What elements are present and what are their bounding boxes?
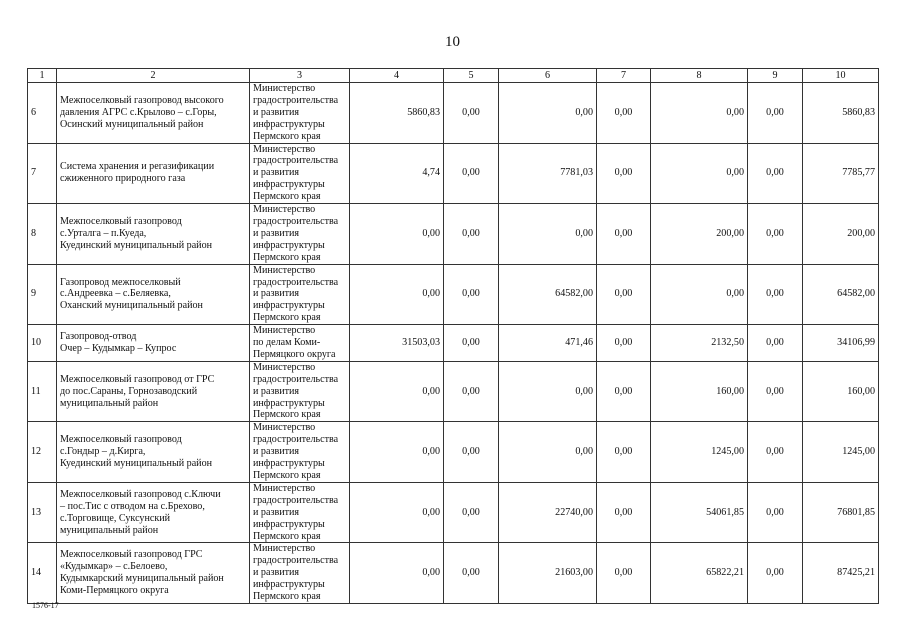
header-cell: 9: [748, 69, 803, 83]
value-col-8: 54061,85: [651, 482, 748, 543]
responsible-body: Министерство градостроительства и развития инфраструктуры Пермского края: [250, 482, 350, 543]
header-cell: 8: [651, 69, 748, 83]
header-cell: 6: [499, 69, 597, 83]
value-col-8: 1245,00: [651, 422, 748, 483]
value-col-7: 0,00: [597, 543, 651, 604]
responsible-body: Министерство по делам Коми- Пермяцкого округа: [250, 325, 350, 362]
object-name: Система хранения и регазификации сжиженного природного газа: [57, 143, 250, 204]
responsible-body: Министерство градостроительства и развития инфраструктуры Пермского края: [250, 204, 350, 265]
value-col-7: 0,00: [597, 83, 651, 144]
value-col-5: 0,00: [444, 422, 499, 483]
value-col-5: 0,00: [444, 83, 499, 144]
header-cell: 5: [444, 69, 499, 83]
responsible-body: Министерство градостроительства и развития инфраструктуры Пермского края: [250, 143, 350, 204]
value-col-4: 5860,83: [350, 83, 444, 144]
value-col-5: 0,00: [444, 143, 499, 204]
row-number: 12: [28, 422, 57, 483]
value-col-8: 0,00: [651, 264, 748, 325]
value-col-5: 0,00: [444, 264, 499, 325]
value-col-10: 160,00: [803, 361, 879, 422]
header-cell: 7: [597, 69, 651, 83]
row-number: 11: [28, 361, 57, 422]
value-col-10: 64582,00: [803, 264, 879, 325]
header-cell: 3: [250, 69, 350, 83]
row-number: 10: [28, 325, 57, 362]
value-col-5: 0,00: [444, 361, 499, 422]
row-number: 6: [28, 83, 57, 144]
page-number: 10: [445, 34, 460, 50]
table-row: [28, 204, 879, 265]
value-col-7: 0,00: [597, 264, 651, 325]
value-col-4: 0,00: [350, 543, 444, 604]
table-row: [28, 361, 879, 422]
value-col-8: 0,00: [651, 143, 748, 204]
value-col-6: 0,00: [499, 83, 597, 144]
header-cell: 10: [803, 69, 879, 83]
object-name: Межпоселковый газопровод с.Гондыр – д.Кирга, Куединский муниципальный район: [57, 422, 250, 483]
value-col-4: 0,00: [350, 482, 444, 543]
table-row: [28, 325, 879, 362]
value-col-5: 0,00: [444, 204, 499, 265]
value-col-6: 7781,03: [499, 143, 597, 204]
value-col-8: 2132,50: [651, 325, 748, 362]
value-col-5: 0,00: [444, 543, 499, 604]
responsible-body: Министерство градостроительства и развития инфраструктуры Пермского края: [250, 422, 350, 483]
table-row: [28, 83, 879, 144]
value-col-4: 0,00: [350, 422, 444, 483]
header-row: [28, 69, 879, 83]
object-name: Газопровод межпоселковый с.Андреевка – с.Беляевка, Оханский муниципальный район: [57, 264, 250, 325]
value-col-4: 0,00: [350, 361, 444, 422]
value-col-4: 31503,03: [350, 325, 444, 362]
table-row: [28, 422, 879, 483]
value-col-8: 200,00: [651, 204, 748, 265]
value-col-8: 0,00: [651, 83, 748, 144]
responsible-body: Министерство градостроительства и развития инфраструктуры Пермского края: [250, 543, 350, 604]
table-row: [28, 264, 879, 325]
responsible-body: Министерство градостроительства и развития инфраструктуры Пермского края: [250, 361, 350, 422]
value-col-10: 34106,99: [803, 325, 879, 362]
value-col-4: 0,00: [350, 264, 444, 325]
row-number: 13: [28, 482, 57, 543]
object-name: Межпоселковый газопровод с.Урталга – п.Куеда, Куединский муниципальный район: [57, 204, 250, 265]
value-col-10: 76801,85: [803, 482, 879, 543]
table-row: [28, 543, 879, 604]
row-number: 9: [28, 264, 57, 325]
value-col-6: 64582,00: [499, 264, 597, 325]
row-number: 7: [28, 143, 57, 204]
value-col-10: 1245,00: [803, 422, 879, 483]
document-code: 1576-17: [32, 601, 59, 610]
value-col-7: 0,00: [597, 204, 651, 265]
value-col-10: 5860,83: [803, 83, 879, 144]
value-col-6: 471,46: [499, 325, 597, 362]
value-col-10: 7785,77: [803, 143, 879, 204]
row-number: 14: [28, 543, 57, 604]
value-col-5: 0,00: [444, 325, 499, 362]
responsible-body: Министерство градостроительства и развития инфраструктуры Пермского края: [250, 83, 350, 144]
value-col-9: 0,00: [748, 361, 803, 422]
header-cell: 2: [57, 69, 250, 83]
value-col-7: 0,00: [597, 422, 651, 483]
value-col-9: 0,00: [748, 422, 803, 483]
object-name: Межпоселковый газопровод от ГРС до пос.Сараны, Горнозаводский муниципальный район: [57, 361, 250, 422]
object-name: Межпоселковый газопровод высокого давления АГРС с.Крылово – с.Горы, Осинский муниципальный район: [57, 83, 250, 144]
value-col-9: 0,00: [748, 83, 803, 144]
value-col-6: 21603,00: [499, 543, 597, 604]
row-number: 8: [28, 204, 57, 265]
value-col-8: 65822,21: [651, 543, 748, 604]
object-name: Межпоселковый газопровод с.Ключи – пос.Тис с отводом на с.Брехово, с.Торговище, Суксунский муниципальный район: [57, 482, 250, 543]
value-col-7: 0,00: [597, 482, 651, 543]
value-col-8: 160,00: [651, 361, 748, 422]
value-col-9: 0,00: [748, 543, 803, 604]
object-name: Межпоселковый газопровод ГРС «Кудымкар» – с.Белоево, Кудымкарский муниципальный район Коми-Пермяцкого округа: [57, 543, 250, 604]
value-col-9: 0,00: [748, 482, 803, 543]
value-col-4: 0,00: [350, 204, 444, 265]
value-col-9: 0,00: [748, 264, 803, 325]
header-cell: 1: [28, 69, 57, 83]
table-row: [28, 482, 879, 543]
value-col-9: 0,00: [748, 204, 803, 265]
value-col-9: 0,00: [748, 325, 803, 362]
responsible-body: Министерство градостроительства и развития инфраструктуры Пермского края: [250, 264, 350, 325]
header-cell: 4: [350, 69, 444, 83]
value-col-7: 0,00: [597, 361, 651, 422]
object-name: Газопровод-отвод Очер – Кудымкар – Купрос: [57, 325, 250, 362]
value-col-7: 0,00: [597, 143, 651, 204]
value-col-6: 22740,00: [499, 482, 597, 543]
value-col-9: 0,00: [748, 143, 803, 204]
value-col-10: 200,00: [803, 204, 879, 265]
value-col-4: 4,74: [350, 143, 444, 204]
value-col-6: 0,00: [499, 204, 597, 265]
value-col-10: 87425,21: [803, 543, 879, 604]
value-col-5: 0,00: [444, 482, 499, 543]
table-row: [28, 143, 879, 204]
value-col-7: 0,00: [597, 325, 651, 362]
value-col-6: 0,00: [499, 361, 597, 422]
data-table: [27, 68, 879, 604]
value-col-6: 0,00: [499, 422, 597, 483]
